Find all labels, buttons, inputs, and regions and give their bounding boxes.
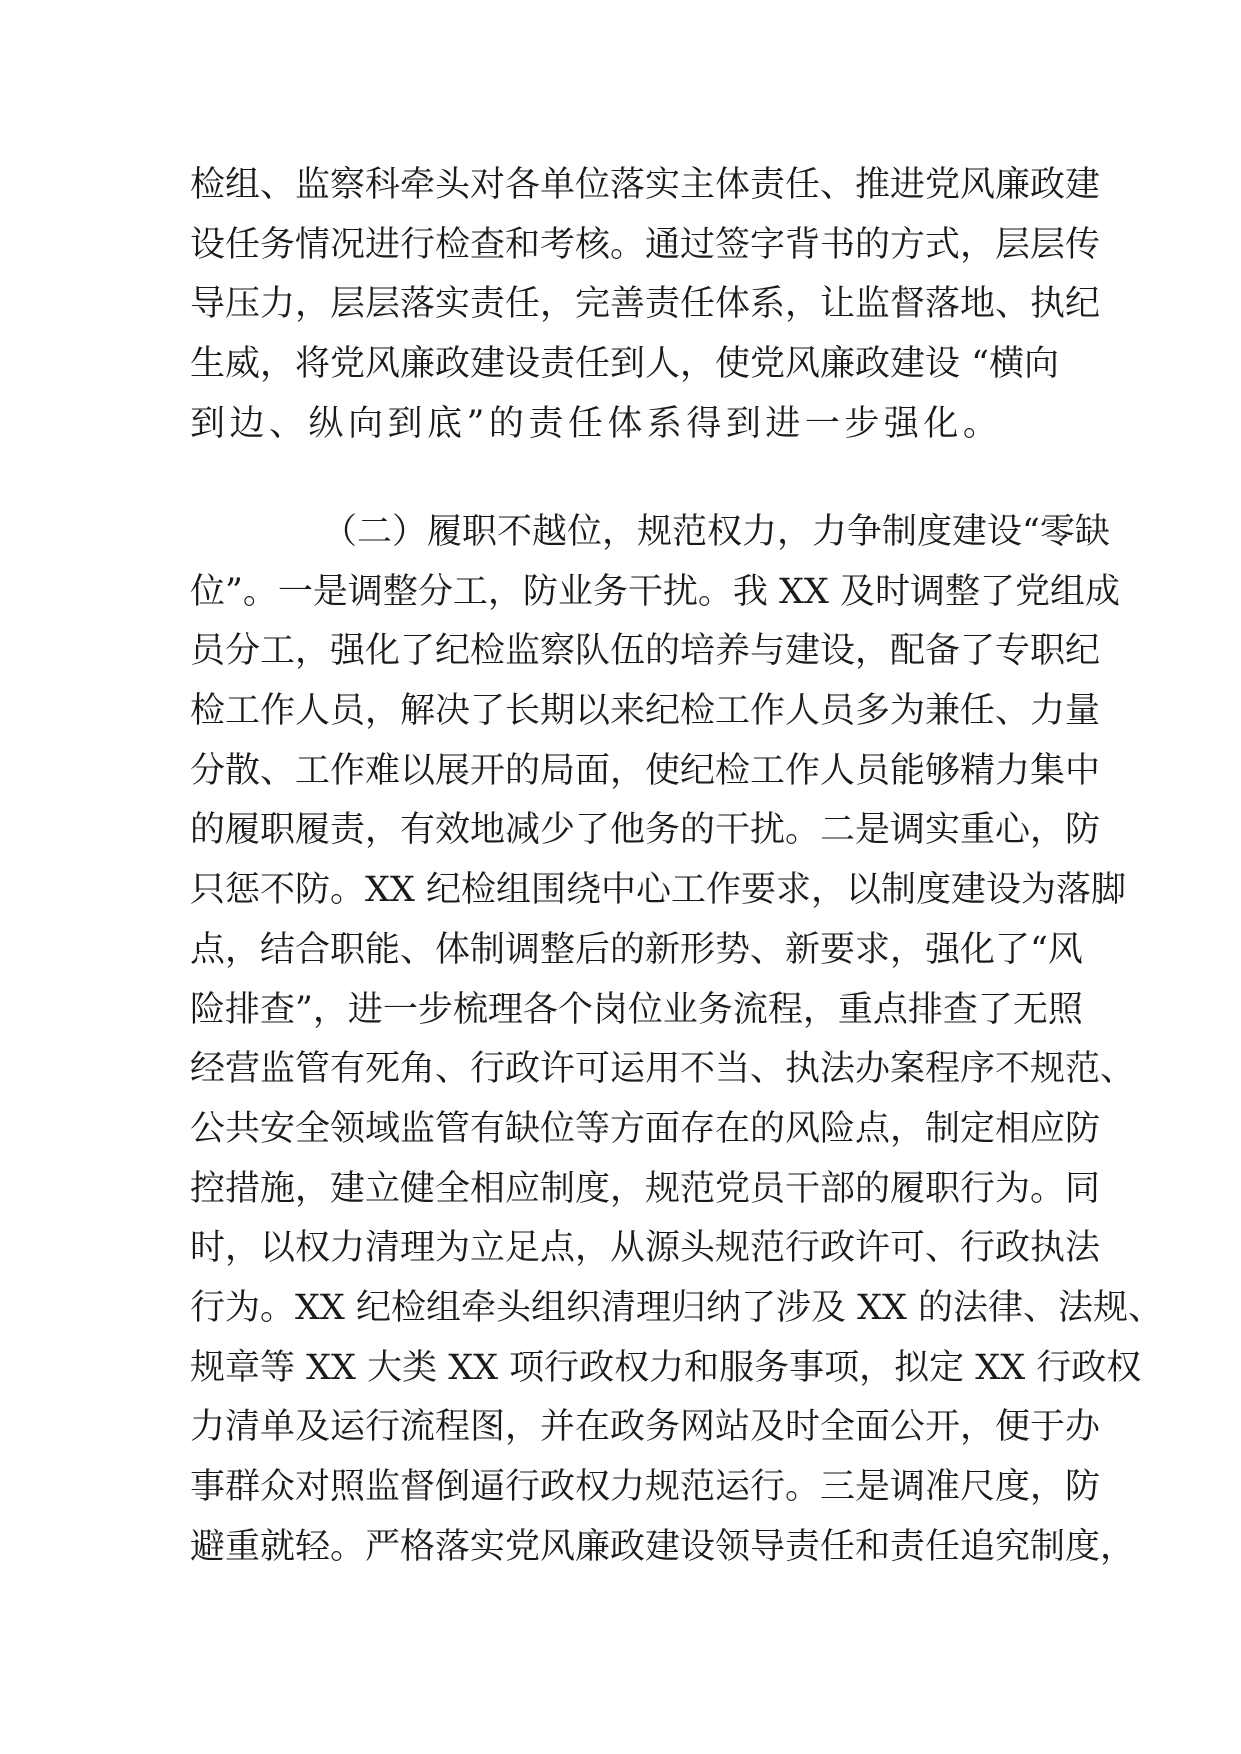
paragraph-line: 的履职履责，有效地减少了他务的干扰。二是调实重心，防 [190, 810, 1101, 851]
paragraph-line: 分散、工作难以展开的局面，使纪检工作人员能够精力集中 [190, 750, 1101, 791]
paragraph-line: 控措施，建立健全相应制度，规范党员干部的履职行为。同 [190, 1168, 1101, 1209]
paragraph-line: 避重就轻。严格落实党风廉政建设领导责任和责任追究制度， [190, 1526, 1136, 1567]
paragraph-2 [190, 503, 1164, 1577]
paragraph-line: 力清单及运行流程图，并在政务网站及时全面公开，便于办 [190, 1407, 1101, 1448]
paragraph-line: 员分工，强化了纪检监察队伍的培养与建设，配备了专职纪 [190, 631, 1101, 672]
paragraph-line: 点，结合职能、体制调整后的新形势、新要求，强化了“风 [190, 929, 1083, 970]
paragraph-1 [190, 156, 1101, 454]
paragraph-line: 检工作人员，解决了长期以来纪检工作人员多为兼任、力量 [190, 691, 1101, 732]
paragraph-line: 规章等 XX 大类 XX 项行政权力和服务事项，拟定 XX 行政权 [190, 1347, 1142, 1388]
paragraph-line: 导压力，层层落实责任，完善责任体系，让监督落地、执纪 [190, 284, 1101, 325]
paragraph-line: 险排查”，进一步梳理各个岗位业务流程，重点排查了无照 [190, 989, 1083, 1030]
paragraph-line: 经营监管有死角、行政许可运用不当、执法办案程序不规范、 [190, 1049, 1136, 1090]
paragraph-line: 只惩不防。XX 纪检组围绕中心工作要求，以制度建设为落脚 [190, 870, 1126, 911]
paragraph-line: 行为。XX 纪检组牵头组织清理归纳了涉及 XX 的法律、法规、 [190, 1287, 1164, 1328]
paragraph-heading-line: （二）履职不越位，规范权力，力争制度建设“零缺 [322, 512, 1110, 552]
paragraph-line: 到边、纵向到底”的责任体系得到进一步强化。 [190, 403, 1003, 444]
paragraph-line: 生威，将党风廉政建设责任到人，使党风廉政建设 “横向 [190, 344, 1060, 385]
paragraph-line: 检组、监察科牵头对各单位落实主体责任、推进党风廉政建 [190, 165, 1101, 205]
paragraph-line: 公共安全领域监管有缺位等方面存在的风险点，制定相应防 [190, 1108, 1101, 1149]
paragraph-line: 设任务情况进行检查和考核。通过签字背书的方式，层层传 [190, 224, 1101, 265]
paragraph-line: 事群众对照监督倒逼行政权力规范运行。三是调准尺度，防 [190, 1467, 1101, 1507]
paragraph-line: 时，以权力清理为立足点，从源头规范行政许可、行政执法 [190, 1228, 1101, 1269]
paragraph-line: 位”。一是调整分工，防业务干扰。我 XX 及时调整了党组成 [190, 571, 1120, 612]
